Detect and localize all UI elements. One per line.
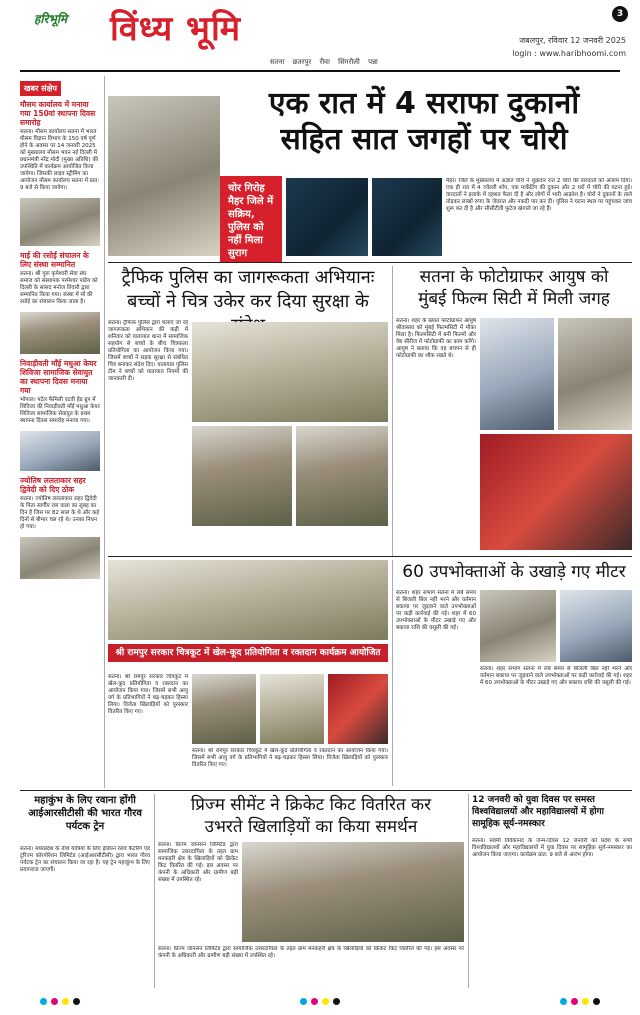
city-tags	[270, 58, 384, 67]
lead-photo-cctv-1	[286, 178, 368, 256]
cricket-headline-line1: प्रिज्म सीमेंट ने क्रिकेट किट वितरित कर	[190, 795, 432, 815]
cricket-photo-group	[242, 842, 464, 942]
cricket-body: सतना। प्रिज्म जॉनसन लिमिटेड द्वारा सामाजिक उत्तरदायित्व के तहत ग्राम मनकहरी क्षेत्र के खिलाड़ियों को क्रिकेट किट वितरित की गई। इस अवसर पर कंपनी के अधिकारी और ग्रामीण बड़ी संख्या में उपस्थित रहे।	[158, 842, 238, 883]
page-number: 3	[612, 6, 628, 22]
brief-photo	[20, 312, 100, 354]
meters-photo-1	[480, 590, 556, 662]
briefs-column	[20, 76, 100, 788]
sports-photo-tug	[108, 560, 388, 640]
film-headline	[396, 266, 632, 310]
lead-headline	[216, 86, 632, 158]
date-text: जबलपुर, रविवार 12 जनवरी 2025	[519, 36, 626, 45]
train-headline-text: महाकुंभ के लिए रवाना होंगी आईआरसीटीसी की भारत गौरव पर्यटक ट्रेन	[28, 795, 142, 832]
column-divider	[104, 76, 105, 788]
yoga-body: सतना। स्वामी विवेकानंद के जन्म-दिवस 12 जनवरी को प्रदेश के सभी विश्वविद्यालयों और महाविद्यालयों में युवा दिवस पर सामूहिक सूर्य-नमस्कार का आयोजन किया जाएगा। कार्यक्रम प्रात: 9 बजे से आरंभ होगा।	[472, 838, 632, 858]
city-tag: पन्ना	[368, 58, 378, 66]
brief-title: निवाड़ीवती माँई मधुआ केयर शिविजा सामाजिक सेवायुत का स्थापना दिवस मनाया गया	[20, 359, 97, 395]
meters-photo-2	[560, 590, 632, 662]
brand-main-title: विंध्य भूमि	[110, 9, 242, 49]
sports-body-continued: सतना। श्री रामपुर सरकार चित्रकूट में खेल-कूद प्रतियोगिता व रक्तदान का आयोजन किया गया। जिसमें सभी आयु वर्ग के प्रतिभागियों ने बढ़-चढ़कर हिस्सा लिया। विजेता खिलाड़ियों को पुरस्कार वितरित किए गए।	[192, 748, 388, 768]
registration-marks	[560, 998, 600, 1005]
film-photo-portrait-1	[480, 318, 554, 430]
city-tag: रीवा	[319, 58, 330, 66]
traffic-photo-1	[192, 426, 292, 526]
column-divider	[392, 560, 393, 786]
cricket-headline-line2: उभरते खिलाड़ियों का किया समर्थन	[204, 817, 418, 837]
traffic-photo-main	[192, 322, 388, 422]
brief-text: सतना। श्री गुरू कृपेश्वरी सेवा संघ समाज को संस्थापक परमेश्वर पांडेय को दिल्ली के सांसद मनोज तिवारी द्वारा सम्मानित किया गया। संस्था में माँ की रसोई का संचालन किया जाता है।	[20, 271, 98, 305]
sports-body: सतना। श्री रामपुर सरकार चित्रकूट में खेल-कूद प्रतियोगिता व रक्तदान का आयोजन किया गया। जिसमें सभी आयु वर्ग के प्रतिभागियों ने बढ़-चढ़कर हिस्सा लिया। विजेता खिलाड़ियों को पुरस्कार वितरित किए गए।	[108, 674, 188, 715]
lead-photo-shop	[108, 96, 220, 256]
brief-photo	[20, 431, 100, 471]
brief-photo	[20, 537, 100, 579]
brief-item	[20, 100, 100, 192]
sports-photo-2	[260, 674, 324, 744]
section-rule	[108, 262, 632, 263]
film-headline-line1: सतना के फोटोग्राफर आयुष को	[419, 267, 609, 287]
sports-photo-1	[192, 674, 256, 744]
column-divider	[468, 794, 469, 988]
masthead-rule	[20, 70, 620, 72]
lead-headline-line1: एक रात में 4 सराफा दुकानों	[268, 86, 580, 121]
brief-item	[20, 359, 100, 425]
city-tag: छतरपुर	[292, 58, 312, 66]
yoga-headline-text: 12 जनवरी को युवा दिवस पर समस्त विश्वविद्यालयों और महाविद्यालयों में होगा सामूहिक सूर्य-नमस्कार	[472, 795, 604, 829]
lead-body: मैहर। जिले के मुख्यालय में अज्ञात चोरों ने शुक्रवार रात 2 चोरों की वारदातों को अंजाम दिया। एक ही रात में 4 ज्वेलरी शॉप, एक मार्केटिंग की दुकान और 2 घरों में चोरी की घटना हुई। वारदातों ने इलाके में दहशत फैला दी है और लोगों में भारी आक्रोश है। चोरों ने दुकानों के ताले तोड़कर लाखों रुपए के जेवरात और नकदी पार कर दी। पुलिस ने घटना स्थल पर पहुंचकर जांच शुरू कर दी है और सीसीटीवी फुटेज खंगाले जा रहे हैं।	[446, 178, 632, 212]
brief-item	[20, 251, 100, 306]
film-photo-portrait-2	[558, 318, 632, 430]
cricket-headline	[158, 794, 464, 838]
brief-title: मौसम कार्यालय में मनाया गया 150वां स्थापना दिवस समारोह	[20, 100, 96, 127]
film-photo-group	[480, 434, 632, 550]
section-rule	[108, 556, 632, 557]
meters-headline-text: 60 उपभोक्ताओं के उखाड़े गए मीटर	[402, 562, 626, 582]
meters-body: सतना। शहर संभाग सतना में लंबे समय से बिजली बिल नहीं भरने और वर्तमान बकाया पर जुड़वाने वाले उपभोक्ताओं पर कड़ी कार्रवाई की गई। शहर में 60 उपभोक्ताओं के मीटर उखाड़े गए और बकाया राशि की वसूली की गई।	[396, 590, 476, 631]
film-headline-line2: मुंबई फिल्म सिटी में मिली जगह	[418, 289, 610, 309]
registration-marks	[300, 998, 340, 1005]
sports-caption: श्री रामपुर सरकार चित्रकूट में खेल-कूद प्रतियोगिता व रक्तदान कार्यक्रम आयोजित	[108, 644, 388, 662]
city-tag: सतना	[270, 58, 285, 66]
site-link[interactable]: login : www.haribhoomi.com	[512, 49, 626, 58]
registration-marks	[40, 998, 80, 1005]
briefs-tag: खबर संक्षेप	[20, 81, 61, 96]
brief-title: माई की रसोई संचालन के लिए संस्था सम्मानित	[20, 251, 89, 269]
lead-inset-box: चोर गिरोह मैहर जिले में सक्रिय, पुलिस को नहीं मिला सुराग	[220, 176, 282, 262]
section-rule	[20, 790, 632, 791]
brief-item	[20, 476, 100, 531]
traffic-photo-2	[296, 426, 388, 526]
brief-text: सतना। मौसम कार्यालय सतना में भारत मौसम विज्ञान विभाग के 150 वर्ष पूर्ण होने के अवसर पर 14 जनवरी 2025 को मुख्यालय मौसम भवन नई दिल्ली में प्रधानमंत्री नरेंद्र मोदी (मुख्य अतिथि) की उपस्थिति में कार्यक्रम आयोजित किया जायेगा। जिसकी लाइव स्ट्रीमिंग का आयोजन मौसम कार्यालय सतना में प्रात: 9 बजे से किया जायेगा।	[20, 129, 100, 191]
brief-text: सतना। ज्योतिष ललताकार सहर द्विवेदी के पिता स्वर्गीय राम वाला का सुबह का दिन है जिस पर 82 साल के थे और कई दिनों से बीमार चल रहे थे। उनका निधन हो गया।	[20, 496, 100, 530]
lead-photo-cctv-2	[372, 178, 442, 256]
dateline	[512, 34, 626, 60]
yoga-headline	[472, 794, 632, 830]
traffic-headline-line2: बच्चों ने चित्र उकेर कर दिया सुरक्षा के	[127, 291, 369, 312]
cricket-body-continued: सतना। प्रिज्म जॉनसन लिमिटेड द्वारा सामाजिक उत्तरदायित्व के तहत ग्राम मनकहरी क्षेत्र के खिलाड़ियों को क्रिकेट किट वितरित की गई। इस अवसर पर कंपनी के अधिकारी और ग्रामीण बड़ी संख्या में उपस्थित रहे।	[158, 946, 464, 959]
meters-headline	[396, 560, 632, 584]
brand-small-logo: हरिभूमि	[34, 12, 68, 26]
column-divider	[154, 794, 155, 988]
masthead	[0, 0, 640, 70]
lead-headline-line2: सहित सात जगहों पर चोरी	[280, 122, 568, 157]
column-divider	[392, 266, 393, 556]
meters-body-continued: सतना। शहर संभाग सतना में लंबे समय से बिजली बिल नहीं भरने और वर्तमान बकाया पर जुड़वाने वाले उपभोक्ताओं पर कड़ी कार्रवाई की गई। शहर में 60 उपभोक्ताओं के मीटर उखाड़े गए और बकाया राशि की वसूली की गई।	[480, 666, 632, 686]
sports-photo-3	[328, 674, 388, 744]
train-headline	[20, 794, 150, 833]
brief-photo	[20, 198, 100, 246]
brief-text: भोपाल। पटेल फैमिली वटवी हेड ग्रुप में शिविजा की निवाड़ीवती माँई मधुआ केयर शिविजा सामाजिक सेवायुत के प्रथम स्थापना दिवस समारोह मनाया गया।	[20, 397, 100, 424]
train-body: सतना। मध्यप्रदेश के तीर्थ यात्रियों के लिए इंडियन रेलवे कैटरिंग एंड टूरिज्म कॉरपोरेशन लिमिटेड (आईआरसीटीसी) द्वारा भारत गौरव पर्यटक ट्रेन का संचालन किया जा रहा है। यह ट्रेन महाकुंभ के लिए प्रयागराज जाएगी।	[20, 846, 150, 873]
city-tag: सिंगरौली	[338, 58, 360, 66]
traffic-body: सतना। ट्रैफिक पुलिस द्वारा चलाए जा रहे जागरूकता अभियान की कड़ी में शनिवार को यातायात थाना में सामाजिक सहयोग से बच्चों के बीच चित्रकला प्रतियोगिता का आयोजन किया गया। जिसमें बच्चों ने सड़क सुरक्षा से संबंधित चित्र बनाकर संदेश दिए। यातायात पुलिस टीम ने बच्चों को यातायात नियमों की जानकारी दी।	[108, 320, 188, 382]
brief-title: ज्योतिष ललताकार सहर द्विवेदी को दिए ठोक	[20, 476, 86, 494]
traffic-headline-line1: ट्रैफिक पुलिस का जागरूकता अभियानः	[121, 267, 375, 288]
film-body: सतना। शहर के ख्यात फोटोग्राफर आयुष श्रीवास्तव को मुंबई फिल्मसिटी में मौका मिला है। फिल्मसिटी में बनी फिल्मों और वेब सीरीज में फोटोग्राफी का काम करेंगे। आयुष ने बताया कि वह बचपन से ही फोटोग्राफी का शौक रखते थे।	[396, 318, 476, 359]
